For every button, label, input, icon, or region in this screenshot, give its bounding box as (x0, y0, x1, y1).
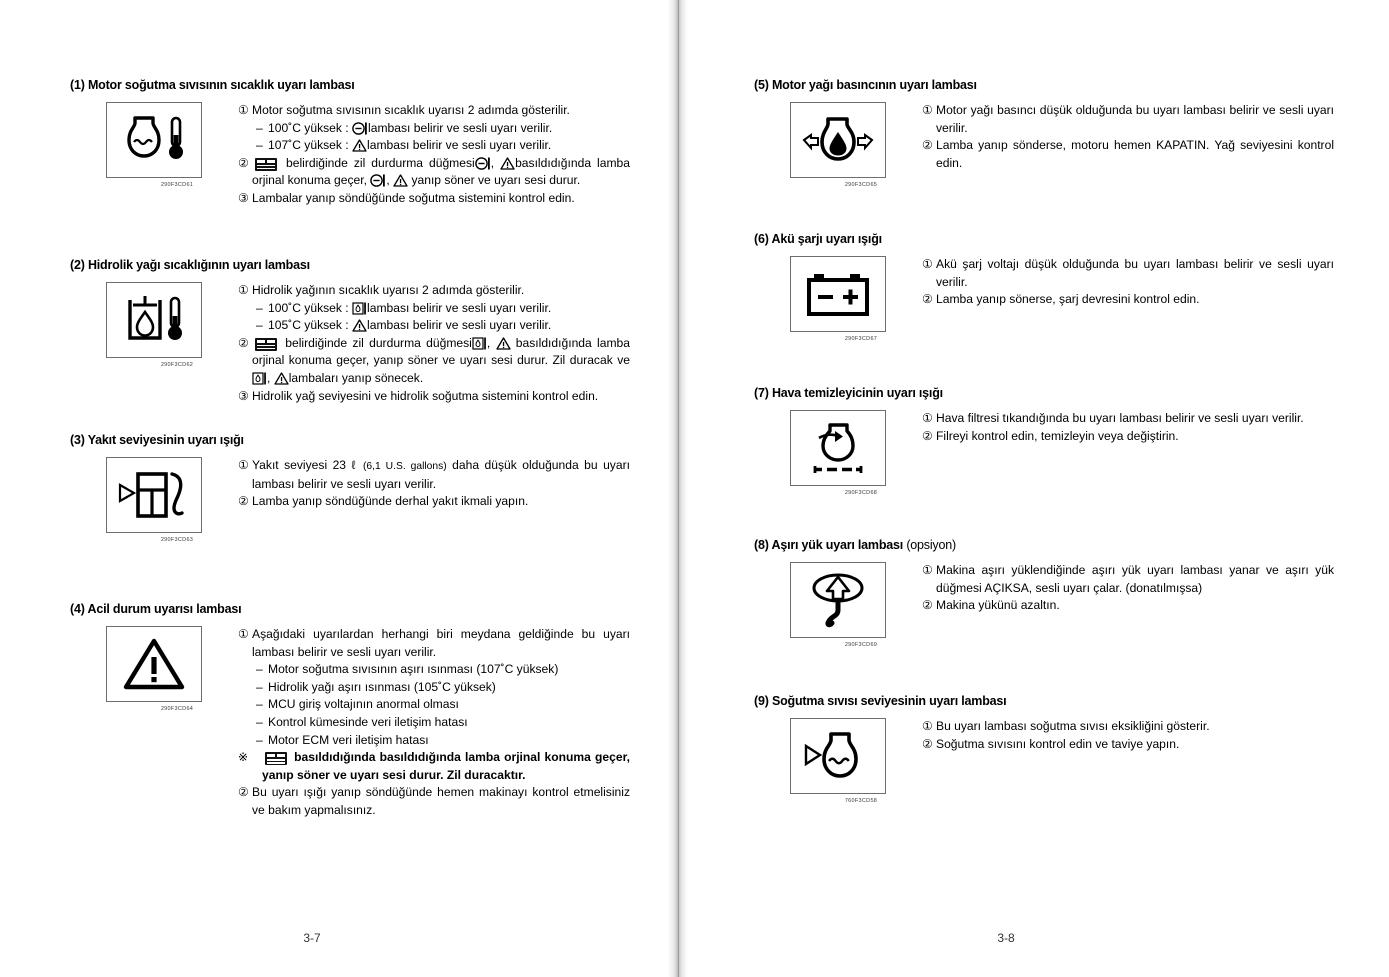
list-text: Hava filtresi tıkandığında bu uyarı lambası belirir ve sesli uyarı verilir. (936, 411, 1304, 425)
list-marker: ① (922, 411, 933, 425)
warning-triangle-icon (274, 372, 289, 385)
list-text: 100˚C yüksek : lambası belirir ve sesli uyarı verilir. (268, 120, 553, 135)
figure-code: 290F3CD68 (844, 490, 878, 496)
list-text: Bu uyarı ışığı yanıp söndüğünde hemen makinayı kontrol etmelisiniz ve bakım yapmalısınız. (252, 785, 630, 817)
coolant-lamp-icon (352, 122, 368, 135)
figure-code: 290F3CD67 (844, 336, 878, 342)
list-marker: ② (922, 598, 933, 613)
hyd-oil-lamp-icon (472, 337, 487, 350)
list-text: Yakıt seviyesi 23 ℓ (6,1 U.S. gallons) daha düşük olduğunda bu uyarı lambası belirir ve sesli uyarı verilir. (252, 458, 630, 491)
section-body (922, 562, 1334, 615)
list-text: belirdiğinde zil durdurma düğmesi , basıldıdığında lamba orjinal konuma geçer, , yanıp söner ve uyarı sesi durur. (252, 155, 630, 188)
right-page (694, 0, 1388, 977)
list-text: Motor yağı basıncı düşük olduğunda bu uyarı lambası belirir ve sesli uyarı verilir. (936, 103, 1334, 135)
section-engine-coolant-temperature (70, 78, 630, 208)
list-marker: – (256, 120, 263, 135)
coolant-lamp-icon (475, 157, 491, 170)
section-overload-warning (754, 538, 1334, 648)
fuel-level-icon (106, 457, 202, 533)
section-body (922, 102, 1334, 172)
figure-block (70, 102, 238, 188)
section-body (238, 626, 630, 820)
engine-oil-pressure-icon (790, 102, 886, 178)
list-marker: ① (238, 627, 249, 641)
coolant-lamp-icon (370, 174, 386, 187)
list-marker: ③ (238, 388, 249, 403)
figure-code: 290F3CD65 (844, 182, 878, 188)
list-text: Hidrolik yağı aşırı ısınması (105˚C yüksek) (268, 679, 496, 694)
warning-triangle-icon (352, 319, 367, 332)
section-fuel-level (70, 433, 630, 543)
list-text: Kontrol kümesinde veri iletişim hatası (268, 714, 468, 729)
figure-block (754, 562, 922, 648)
list-text: MCU giriş voltajının anormal olması (268, 697, 459, 712)
section-emergency-warning (70, 602, 630, 820)
list-text: Motor ECM veri iletişim hatası (268, 732, 429, 747)
list-marker: ※ (238, 750, 249, 765)
list-text: Makina aşırı yüklendiğinde aşırı yük uyarı lambası yanar ve aşırı yük düğmesi AÇIKSA, sesli uyarı çalar. (donatılmışsa) (936, 563, 1334, 595)
list-marker: ② (238, 335, 249, 350)
air-cleaner-icon (790, 410, 886, 486)
figure-code: 290F3CD64 (160, 706, 194, 712)
list-marker: ① (922, 103, 933, 117)
warning-triangle-icon (352, 139, 367, 152)
list-marker: ② (238, 494, 249, 509)
list-text: Soğutma sıvısını kontrol edin ve taviye yapın. (936, 736, 1180, 751)
list-marker: – (256, 732, 263, 747)
list-marker: ② (922, 736, 933, 751)
list-text: Filreyi kontrol edin, temizleyin veya değiştirin. (936, 428, 1179, 443)
page-number-right: 3-8 (997, 931, 1015, 945)
buzzer-stop-button-icon (265, 752, 287, 765)
page-fold-line (678, 0, 679, 977)
list-text: Akü şarj voltajı düşük olduğunda bu uyarı lambası belirir ve sesli uyarı verilir. (936, 257, 1334, 289)
list-text: Hidrolik yağının sıcaklık uyarısı 2 adımda gösterilir. (252, 283, 525, 297)
figure-code: 290F3CD61 (160, 182, 194, 188)
figure-block (70, 457, 238, 543)
list-marker: ① (922, 563, 933, 577)
list-marker: ③ (238, 190, 249, 205)
section-title: (1) Motor soğutma sıvısının sıcaklık uyarı lambası (70, 78, 355, 92)
section-title: (6) Akü şarjı uyarı ışığı (754, 232, 882, 246)
list-marker: ② (922, 428, 933, 443)
list-text: 107˚C yüksek : lambası belirir ve sesli uyarı verilir. (268, 138, 552, 153)
list-marker: – (256, 679, 263, 694)
list-marker: ② (922, 292, 933, 307)
coolant-temperature-icon (106, 102, 202, 178)
section-battery-charge (754, 232, 1334, 342)
section-title-text: (8) Aşırı yük uyarı lambası (754, 538, 904, 552)
emergency-warning-triangle-icon (106, 626, 202, 702)
list-marker: ② (238, 155, 249, 170)
buzzer-stop-button-icon (255, 338, 277, 351)
section-title: (4) Acil durum uyarısı lambası (70, 602, 242, 616)
section-title: (5) Motor yağı basıncının uyarı lambası (754, 78, 977, 92)
list-text: Lamba yanıp sönderse, motoru hemen KAPATIN. Yağ seviyesini kontrol edin. (936, 138, 1334, 170)
list-text: belirdiğinde zil durdurma düğmesi , basıldıdığında lamba orjinal konuma geçer, yanıp söner ve uyarı sesi durur. Zil duracak ve , lambaları yanıp sönecek. (252, 335, 630, 385)
list-text: Lambalar yanıp söndüğünde soğutma sistemini kontrol edin. (252, 190, 575, 205)
section-body (238, 102, 630, 208)
list-text: Lamba yanıp söndüğünde derhal yakıt ikmali yapın. (252, 494, 529, 509)
buzzer-stop-button-icon (255, 158, 277, 171)
section-body (238, 282, 630, 405)
figure-code: 290F3CD69 (844, 642, 878, 648)
battery-charge-icon (790, 256, 886, 332)
figure-block (70, 282, 238, 368)
list-text: Bu uyarı lambası soğutma sıvısı eksikliğini gösterir. (936, 719, 1210, 733)
figure-block (754, 256, 922, 342)
figure-block (70, 626, 238, 712)
left-page (0, 0, 694, 977)
list-text: Motor soğutma sıvısının sıcaklık uyarısı 2 adımda gösterilir. (252, 103, 570, 117)
hydraulic-oil-temperature-icon (106, 282, 202, 358)
warning-triangle-icon (496, 337, 511, 350)
section-body (922, 718, 1334, 753)
section-engine-oil-pressure (754, 78, 1334, 188)
section-title: (9) Soğutma sıvısı seviyesinin uyarı lambası (754, 694, 1007, 708)
section-title: (2) Hidrolik yağı sıcaklığının uyarı lambası (70, 258, 310, 272)
section-body (922, 256, 1334, 309)
figure-code: 290F3CD63 (160, 537, 194, 543)
list-marker: ① (922, 257, 933, 271)
figure-block (754, 410, 922, 496)
list-marker: – (256, 138, 263, 153)
list-text: Motor soğutma sıvısının aşırı ısınması (107˚C yüksek) (268, 662, 559, 677)
list-text: Aşağıdaki uyarılardan herhangi biri meydana geldiğinde bu uyarı lambası belirir ve sesli uyarı verilir. (252, 627, 630, 659)
figure-block (754, 102, 922, 188)
section-title: (7) Hava temizleyicinin uyarı ışığı (754, 386, 943, 400)
warning-triangle-icon (500, 157, 515, 170)
section-title (754, 538, 1334, 552)
figure-code: 760F3CD58 (844, 798, 878, 804)
unit-conversion: (6,1 U.S. gallons) (362, 461, 447, 472)
list-marker: ② (922, 138, 933, 153)
list-marker: – (256, 714, 263, 729)
list-text: Hidrolik yağ seviyesini ve hidrolik soğutma sistemini kontrol edin. (252, 388, 599, 403)
list-text: 105˚C yüksek : lambası belirir ve sesli uyarı verilir. (268, 318, 552, 333)
section-hydraulic-oil-temperature (70, 258, 630, 405)
list-marker: ① (238, 283, 249, 297)
hyd-oil-lamp-icon (352, 302, 367, 315)
section-body (238, 457, 630, 511)
list-marker: – (256, 662, 263, 677)
list-marker: ① (238, 103, 249, 117)
overload-hook-icon (790, 562, 886, 638)
section-body (922, 410, 1334, 445)
section-title: (3) Yakıt seviyesinin uyarı ışığı (70, 433, 244, 447)
figure-code: 290F3CD62 (160, 362, 194, 368)
warning-triangle-icon (393, 174, 408, 187)
section-air-cleaner (754, 386, 1334, 496)
list-marker: – (256, 300, 263, 315)
list-marker: ① (922, 719, 933, 733)
section-title-option: (opsiyon) (906, 538, 956, 552)
hyd-oil-lamp-icon (252, 372, 267, 385)
list-marker: – (256, 318, 263, 333)
list-text: Makina yükünü azaltın. (936, 598, 1060, 613)
list-marker: – (256, 697, 263, 712)
list-marker: ② (238, 785, 249, 800)
coolant-level-icon (790, 718, 886, 794)
list-text: basıldıdığında basıldıdığında lamba orjinal konuma geçer, yanıp söner ve uyarı sesi durur. Zil duracaktır. (262, 750, 630, 782)
figure-block (754, 718, 922, 804)
list-text: 100˚C yüksek : lambası belirir ve sesli uyarı verilir. (268, 300, 552, 315)
list-marker: ① (238, 458, 249, 472)
list-text: Lamba yanıp sönerse, şarj devresini kontrol edin. (936, 292, 1200, 307)
page-number-left: 3-7 (303, 931, 321, 945)
section-coolant-level (754, 694, 1334, 804)
